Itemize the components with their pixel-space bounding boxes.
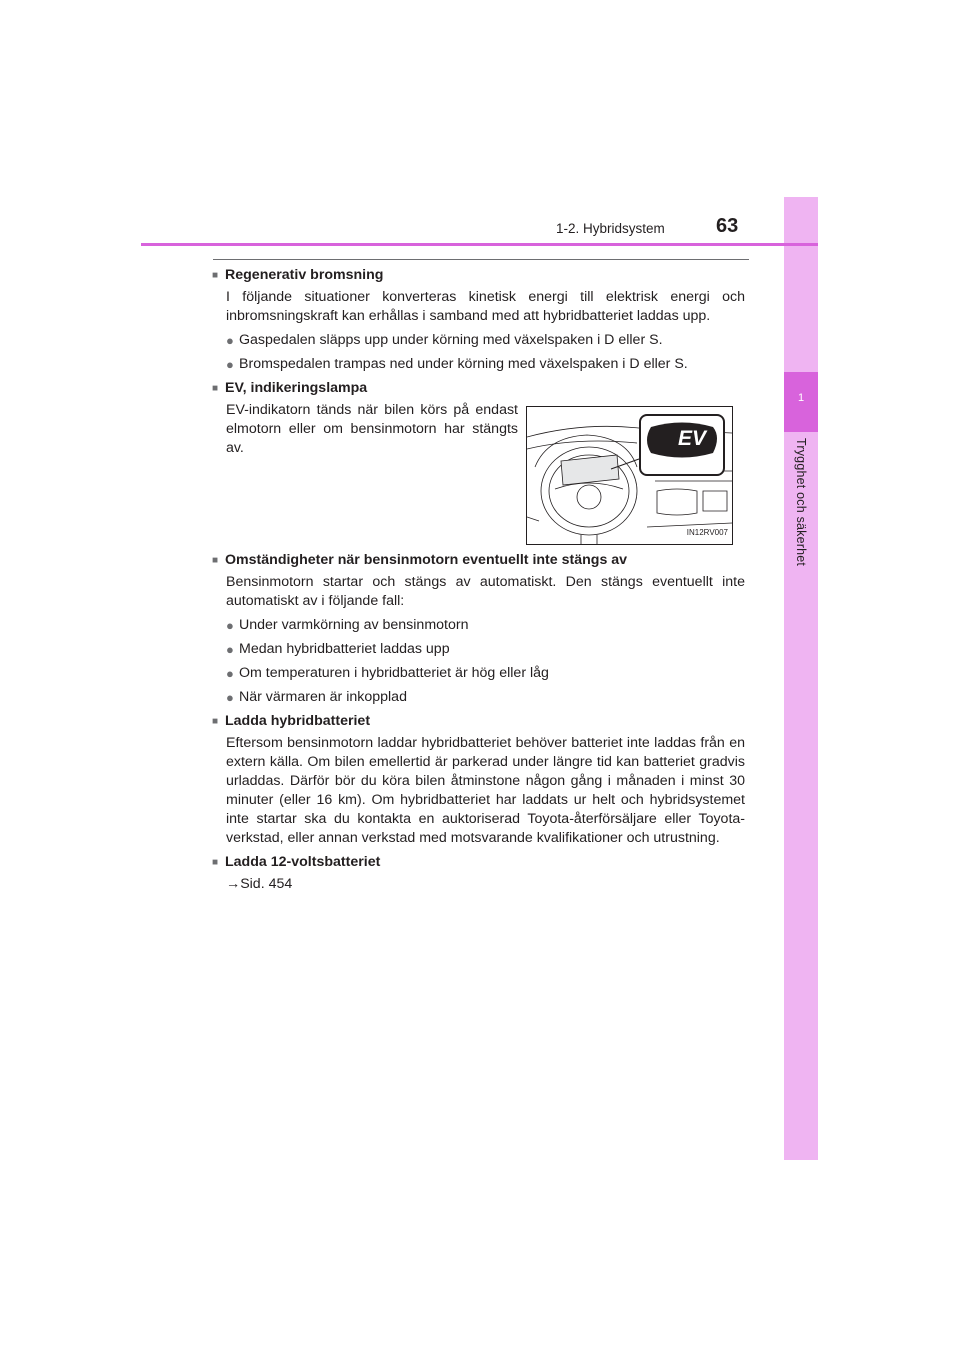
chapter-number: 1 xyxy=(797,392,805,404)
paragraph-ev: EV-indikatorn tänds när bilen körs på endast elmotorn eller om bensinmotorn har stängts av. xyxy=(226,402,518,456)
paragraph-regen: I följande situationer konverteras kinetisk energi till elektrisk energi och inbromsningskraft kan erhållas i samband med att hybridbatteriet laddas upp. xyxy=(226,289,745,324)
figure-code: IN12RV007 xyxy=(686,528,728,537)
heading-regenerative-braking: ■ Regenerativ bromsning xyxy=(212,267,384,283)
list-item: ● När värmaren är inkopplad xyxy=(226,689,407,705)
list-item: ● Gaspedalen släpps upp under körning med växelspaken i D eller S. xyxy=(226,332,663,348)
heading-charge-12v-battery: ■ Ladda 12-voltsbatteriet xyxy=(212,854,381,870)
circle-bullet-icon: ● xyxy=(226,357,234,372)
section-title: 1-2. Hybridsystem xyxy=(556,221,665,236)
ev-section xyxy=(212,401,745,551)
circle-bullet-icon: ● xyxy=(226,666,234,681)
header-rule xyxy=(141,243,818,246)
circle-bullet-icon: ● xyxy=(226,642,234,657)
page-content xyxy=(212,266,745,894)
square-bullet-icon: ■ xyxy=(212,716,219,727)
list-item: ● Om temperaturen i hybridbatteriet är hög eller låg xyxy=(226,665,549,681)
square-bullet-icon: ■ xyxy=(212,383,219,394)
list-item: ● Bromspedalen trampas ned under körning med växelspaken i D eller S. xyxy=(226,356,688,372)
heading-charge-hybrid-battery: ■ Ladda hybridbatteriet xyxy=(212,713,371,729)
chapter-sidebar xyxy=(784,197,818,1160)
page-number: 63 xyxy=(716,215,739,237)
circle-bullet-icon: ● xyxy=(226,618,234,633)
square-bullet-icon: ■ xyxy=(212,857,219,868)
paragraph-engine: Bensinmotorn startar och stängs av automatiskt. Den stängs eventuellt inte automatiskt av i följande fall: xyxy=(226,574,745,609)
content-top-rule xyxy=(213,259,749,260)
paragraph-charge-hybrid: Eftersom bensinmotorn laddar hybridbatteriet behöver batteriet inte laddas från en extern källa. Om bilen emellertid är parkerad under längre tid kan batteriet gradvis urladdas. Därför bör du köra bilen åtminstone någon gång i månaden i minst 30 minuter (eller 16 km). Om hybridbatteriet har laddats ur helt och hybridsystemet inte startar ska du kontakta en auktoriserad Toyota-återförsäljare eller Toyota-verkstad, eller annan verkstad med motsvarande kvalifikationer och utrustning. xyxy=(226,735,745,846)
ev-indicator-illustration xyxy=(526,406,733,545)
circle-bullet-icon: ● xyxy=(226,333,234,348)
heading-engine-not-stopping: ■ Omständigheter när bensinmotorn eventuellt inte stängs av xyxy=(212,552,628,568)
list-item: ● Under varmkörning av bensinmotorn xyxy=(226,617,469,633)
page-reference-link[interactable]: →Sid. 454 xyxy=(226,876,293,892)
ev-icon: EV xyxy=(677,427,706,450)
circle-bullet-icon: ● xyxy=(226,690,234,705)
list-item: ● Medan hybridbatteriet laddas upp xyxy=(226,641,450,657)
square-bullet-icon: ■ xyxy=(212,270,219,281)
chapter-title: Trygghet och säkerhet xyxy=(794,438,808,567)
heading-ev-indicator: ■ EV, indikeringslampa xyxy=(212,380,368,396)
square-bullet-icon: ■ xyxy=(212,555,219,566)
